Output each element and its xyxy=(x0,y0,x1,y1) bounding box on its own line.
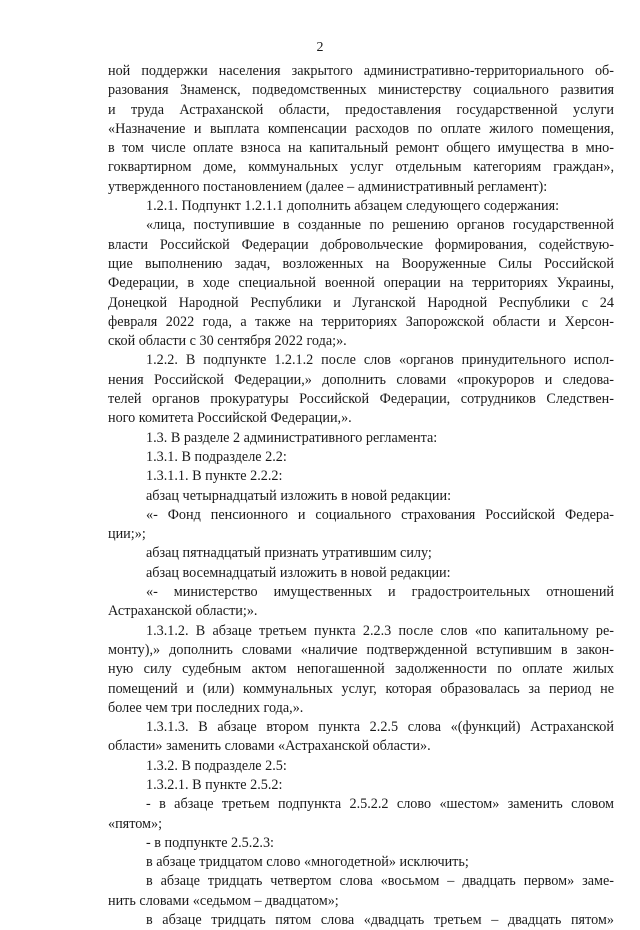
text-line: «- министерство имущественных и градостроительных отношений xyxy=(146,584,614,601)
text-line: «- Фонд пенсионного и социального страхования Российской Федера- xyxy=(146,506,614,523)
text-line: февраля 2022 года, а также на территориях Запорожской области и Херсон- xyxy=(108,313,614,330)
text-line: более чем три последних года,». xyxy=(108,699,304,716)
text-line: «пятом»; xyxy=(108,815,163,832)
text-line: ской области с 30 сентября 2022 года;». xyxy=(108,333,347,350)
text-line: 1.3.1.3. В абзаце втором пункта 2.2.5 слова «(функций) Астраханской xyxy=(146,719,614,736)
text-line: - в подпункте 2.5.2.3: xyxy=(146,834,274,851)
text-line: в абзаце тридцать четвертом слова «восьмом – двадцать первом» заме- xyxy=(146,873,614,890)
text-line: власти Российской Федерации добровольческие формирования, содействую- xyxy=(108,236,614,253)
text-line: в абзаце тридцатом слово «многодетной» исключить; xyxy=(146,854,469,871)
text-line: «лица, поступившие в созданные по решению органов государственной xyxy=(146,217,614,234)
text-line: - в абзаце третьем подпункта 2.5.2.2 слово «шестом» заменить словом xyxy=(146,796,614,813)
text-line: разования Знаменск, подведомственных министерству социального развития xyxy=(108,82,614,99)
text-line: Донецкой Народной Республики и Луганской Народной Республики с 24 xyxy=(108,294,614,311)
text-line: Астраханской области;». xyxy=(108,603,258,620)
text-line: абзац четырнадцатый изложить в новой редакции: xyxy=(146,487,452,504)
text-line: 1.3. В разделе 2 административного регламента: xyxy=(146,429,438,446)
text-line: «Назначение и выплата компенсации расходов по оплате жилого помещения, xyxy=(108,120,614,137)
document-body xyxy=(108,62,614,930)
text-line: в абзаце тридцать пятом слова «двадцать третьем – двадцать пятом» xyxy=(146,912,614,929)
text-line: 1.3.2. В подразделе 2.5: xyxy=(146,757,287,774)
text-line: нения Российской Федерации,» дополнить словами «прокуроров и следова- xyxy=(108,371,614,388)
text-line: помещений и (или) коммунальных услуг, которая образовалась за период не xyxy=(108,680,614,697)
text-line: монту),» дополнить словами «наличие подтвержденной вступившим в закон- xyxy=(108,641,614,658)
text-line: ного комитета Российской Федерации,». xyxy=(108,410,352,427)
text-line: абзац пятнадцатый признать утратившим силу; xyxy=(146,545,432,562)
text-line: гоквартирном доме, коммунальных услуг отдельным категориям граждан», xyxy=(108,159,614,176)
text-line: абзац восемнадцатый изложить в новой редакции: xyxy=(146,564,451,581)
text-line: щие выполнению задач, возложенных на Вооруженные Силы Российской xyxy=(108,255,614,272)
text-line: области» заменить словами «Астраханской области». xyxy=(108,738,431,755)
text-line: 1.3.1.1. В пункте 2.2.2: xyxy=(146,468,283,485)
text-line: ции;»; xyxy=(108,526,146,543)
text-line: и труда Астраханской области, предоставления государственной услуги xyxy=(108,101,614,118)
text-line: 1.3.2.1. В пункте 2.5.2: xyxy=(146,776,283,793)
page-number: 2 xyxy=(316,40,324,55)
text-line: 1.2.2. В подпункте 1.2.1.2 после слов «органов принудительного испол- xyxy=(146,352,614,369)
text-line: ную силу судебным актом непогашенной задолженности по оплате жилых xyxy=(108,661,614,678)
text-line: 1.3.1.2. В абзаце третьем пункта 2.2.3 после слов «по капитальному ре- xyxy=(146,622,614,639)
text-line: в том числе оплате взноса на капитальный ремонт общего имущества в мно- xyxy=(108,140,614,157)
text-line: 1.3.1. В подразделе 2.2: xyxy=(146,448,287,465)
text-line: 1.2.1. Подпункт 1.2.1.1 дополнить абзацем следующего содержания: xyxy=(146,198,560,215)
text-line: ной поддержки населения закрытого административно-территориального об- xyxy=(108,63,614,79)
text-line: утвержденного постановлением (далее – административный регламент): xyxy=(108,178,548,195)
text-line: нить словами «седьмом – двадцатом»; xyxy=(108,892,339,909)
text-line: Федерации, в ходе специальной военной операции на территориях Украины, xyxy=(108,275,614,292)
text-line: телей органов прокуратуры Российской Федерации, сотрудников Следствен- xyxy=(108,391,614,408)
